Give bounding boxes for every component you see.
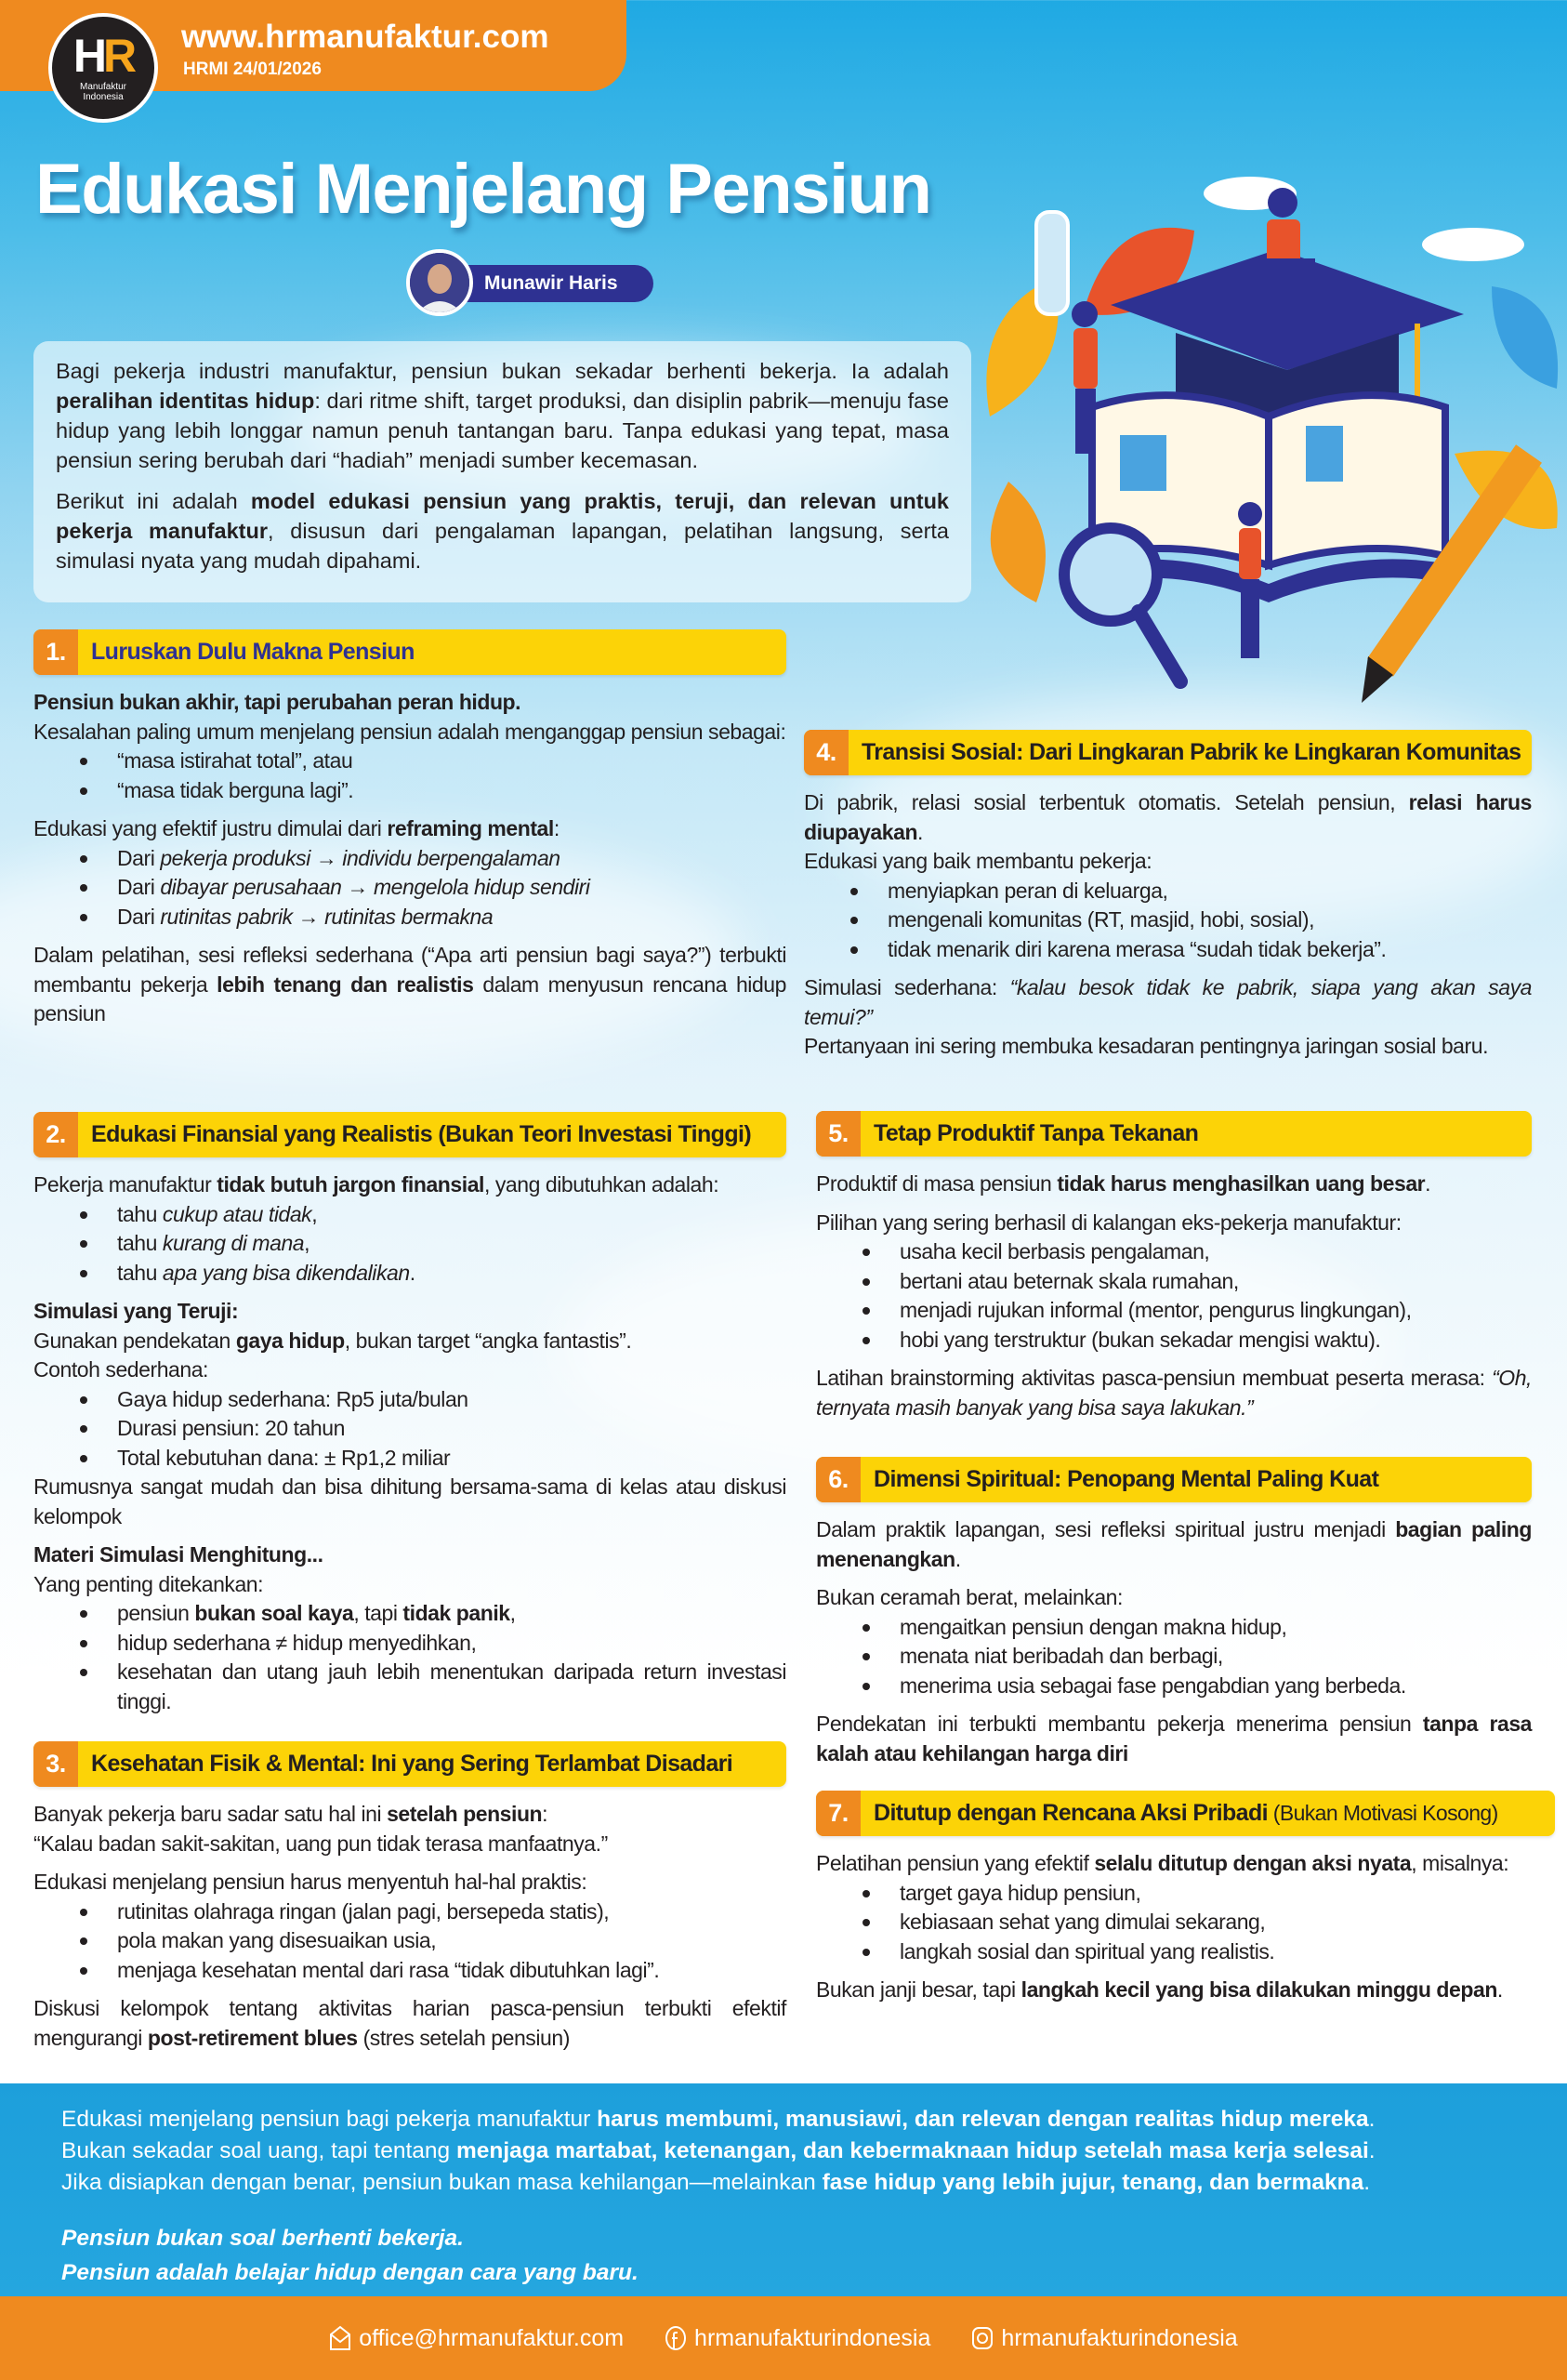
instagram-text[interactable]: hrmanufakturindonesia (1001, 2324, 1238, 2351)
text-run: Edukasi yang efektif justru dimulai dari (33, 816, 388, 840)
list-item (80, 1629, 786, 1659)
list-item (80, 1259, 786, 1289)
bold-text: reframing mental (387, 816, 554, 840)
bold-text: bukan soal kaya (194, 1601, 354, 1625)
bold-text: Materi Simulasi Menghitung... (33, 1542, 323, 1567)
text-run: Bagi pekerja industri manufaktur, pensiun bukan sekadar berhenti bekerja. Ia adalah (56, 359, 949, 383)
paragraph (33, 1170, 786, 1200)
text-run: Contoh sederhana: (33, 1357, 208, 1382)
paragraph-group (33, 1297, 786, 1531)
text-run: : (553, 816, 560, 840)
paragraph (816, 1710, 1532, 1768)
list-item (863, 1237, 1532, 1267)
paragraph-group (33, 1170, 786, 1288)
text-run: . (1368, 2107, 1376, 2132)
text-run: hobi yang terstruktur (bukan sekadar mengisi waktu). (900, 1327, 1381, 1352)
section-title (861, 1799, 1498, 1829)
section-title-text: Ditutup dengan Rencana Aksi Pribadi (874, 1799, 1268, 1826)
section-number: 1. (33, 629, 78, 675)
list-item (80, 873, 786, 903)
italic-text: apa yang bisa dikendalikan (162, 1260, 410, 1285)
bullet-list (816, 1237, 1532, 1355)
text-run: Kesalahan paling umum menjelang pensiun adalah menganggap pensiun sebagai: (33, 719, 786, 744)
author-name: Munawir Haris (443, 265, 653, 302)
text-run: . (955, 1546, 961, 1571)
text-run: tahu (117, 1201, 163, 1226)
italic-text: cukup atau tidak (162, 1201, 312, 1226)
hr-logo (48, 13, 158, 123)
section-header (816, 1457, 1532, 1502)
text-run: Berikut ini adalah (56, 489, 251, 513)
section-title-note: (Bukan Motivasi Kosong) (1267, 1800, 1498, 1825)
list-item (80, 903, 786, 932)
list-item (80, 1926, 786, 1956)
text-run: kesehatan dan utang jauh lebih menentukan daripada return investasi tinggi. (117, 1659, 786, 1713)
paragraph (33, 1327, 786, 1356)
section-header (804, 730, 1532, 775)
paragraph-group (816, 1976, 1555, 2005)
text-run: usaha kecil berbasis pengalaman, (900, 1239, 1210, 1263)
text-run: Banyak pekerja baru sadar satu hal ini (33, 1802, 388, 1826)
paragraph-group (816, 1364, 1532, 1422)
paragraph-group (33, 1540, 786, 1716)
text-run: Bukan ceramah berat, melainkan: (816, 1585, 1123, 1609)
text-run: Simulasi sederhana: (804, 975, 1010, 999)
paragraph (33, 1800, 786, 1830)
list-item (863, 1937, 1555, 1967)
section-title-text: Edukasi Finansial yang Realistis (Bukan Teori Investasi Tinggi) (91, 1120, 752, 1147)
text-run: Dalam pelatihan, sesi refleksi sederhana (“Apa arti pensiun bagi saya?”) terbukti membantu pekerja (33, 943, 786, 997)
text-run: “masa istirahat total”, atau (117, 748, 353, 773)
list-item (863, 1296, 1532, 1326)
tagline: Pensiun bukan soal berhenti bekerja. (61, 2226, 464, 2251)
text-run: langkah sosial dan spiritual yang realistis. (900, 1938, 1275, 1964)
paragraph-group (816, 1849, 1555, 1966)
text-run: Dari (117, 845, 161, 870)
section-title-text: Kesehatan Fisik & Mental: Ini yang Sering Terlambat Disadari (91, 1750, 733, 1777)
text-run: , (304, 1231, 310, 1255)
list-item (80, 1658, 786, 1716)
bold-text: Pensiun bukan akhir, tapi perubahan peran hidup. (33, 690, 521, 714)
section-number: 5. (816, 1111, 861, 1157)
paragraph (33, 1830, 786, 1859)
list-item (80, 1444, 786, 1474)
text-run: . (1425, 1171, 1431, 1196)
section-number: 2. (33, 1112, 78, 1157)
paragraph (33, 1540, 786, 1570)
paragraph (816, 1583, 1532, 1613)
section-3 (33, 1741, 786, 2053)
bullet-list (804, 877, 1532, 965)
paragraph-group (816, 1170, 1532, 1199)
section-6 (816, 1457, 1532, 1768)
section-title (78, 1120, 751, 1150)
italic-text: dibayar perusahaan → mengelola hidup sendiri (160, 875, 590, 899)
bullet-list (33, 1897, 786, 1986)
section-number: 4. (804, 730, 849, 775)
text-run: hidup sederhana ≠ hidup menyedihkan, (117, 1630, 477, 1655)
section-header (33, 1741, 786, 1787)
section-body (33, 1800, 786, 2053)
bullet-list (33, 1200, 786, 1289)
section-header (33, 629, 786, 675)
text-run: menerima usia sebagai fase pengabdian yang berbeda. (900, 1673, 1406, 1698)
text-run: Edukasi yang baik membantu pekerja: (804, 849, 1152, 873)
mail-icon (329, 2325, 351, 2351)
section-title-text: Tetap Produktif Tanpa Tekanan (874, 1119, 1199, 1146)
text-run: Pendekatan ini terbukti membantu pekerja menerima pensiun (816, 1712, 1423, 1736)
bold-text: langkah kecil yang bisa dilakukan minggu depan (1021, 1977, 1497, 2002)
text-run: mengaitkan pensiun dengan makna hidup, (900, 1614, 1287, 1639)
section-title-text: Transisi Sosial: Dari Lingkaran Pabrik ke Lingkaran Komunitas (862, 738, 1521, 765)
italic-text: rutinitas pabrik → rutinitas bermakna (160, 904, 494, 929)
section-title (78, 638, 415, 668)
text-run: . (1368, 2138, 1376, 2163)
bold-text: menjaga martabat, ketenangan, dan kebermaknaan hidup setelah masa kerja selesai (455, 2138, 1369, 2163)
text-run: pensiun (117, 1601, 195, 1625)
text-run: . (1496, 1977, 1503, 2002)
paragraph (816, 1976, 1555, 2005)
italic-text: “Oh, ternyata masih banyak yang bisa saya lakukan.” (816, 1366, 1532, 1420)
section-number: 3. (33, 1741, 78, 1787)
clouds (1204, 177, 1524, 261)
section-number: 6. (816, 1457, 861, 1502)
paragraph (33, 1570, 786, 1600)
list-item (80, 1414, 786, 1444)
summary-line (61, 2167, 1506, 2199)
paragraph (33, 1355, 786, 1385)
flask-icon (1036, 212, 1068, 314)
bold-text: selalu ditutup dengan aksi nyata (1094, 1851, 1412, 1875)
text-run: Pertanyaan ini sering membuka kesadaran pentingnya jaringan sosial baru. (804, 1034, 1489, 1058)
list-item (863, 1642, 1532, 1672)
text-run: menata niat beribadah dan berbagi, (900, 1644, 1223, 1668)
paragraph-group (33, 814, 786, 932)
list-item (80, 1200, 786, 1230)
list-item (863, 1879, 1555, 1909)
summary-line (61, 2104, 1506, 2135)
bullet-list (33, 844, 786, 932)
text-run: “masa tidak berguna lagi”. (117, 777, 354, 802)
list-item (863, 1908, 1555, 1937)
section-2 (33, 1112, 786, 1716)
bold-text: model edukasi pensiun yang praktis, teruji, dan relevan untuk pekerja manufaktur (56, 489, 949, 543)
text-run: , bukan target “angka fantastis”. (344, 1328, 632, 1353)
summary-line (61, 2135, 1506, 2167)
list-item (80, 776, 786, 806)
paragraph-group (816, 1710, 1532, 1768)
paragraph (33, 1994, 786, 2053)
bold-text: lebih tenang dan realistis (217, 972, 474, 997)
text-run: Dalam praktik lapangan, sesi refleksi spiritual justru menjadi (816, 1517, 1396, 1541)
list-item (80, 1599, 786, 1629)
text-run: . (917, 819, 923, 844)
text-run: menjadi rujukan informal (mentor, pengurus lingkungan), (900, 1298, 1412, 1322)
paragraph-group (804, 788, 1532, 964)
text-run: Bukan janji besar, tapi (816, 1977, 1021, 2002)
text-run: Diskusi kelompok tentang aktivitas harian pasca-pensiun terbukti efektif mengurangi (33, 1996, 786, 2050)
section-body (816, 1849, 1555, 2005)
bold-text: bagian paling menenangkan (816, 1517, 1532, 1571)
bold-text: tidak harus menghasilkan uang besar (1057, 1171, 1426, 1196)
paragraph (33, 718, 786, 747)
bold-text: tidak butuh jargon finansial (217, 1172, 484, 1197)
bullet-list (33, 1385, 786, 1474)
bold-text: fase hidup yang lebih jujur, tenang, dan bermakna (822, 2170, 1364, 2195)
text-run: bertani atau beternak skala rumahan, (900, 1268, 1239, 1293)
email-contact[interactable] (329, 2325, 624, 2352)
paragraph (804, 1032, 1532, 1062)
section-header (816, 1791, 1555, 1836)
text-run: Edukasi menjelang pensiun harus menyentuh hal-hal praktis: (33, 1870, 587, 1894)
list-item (80, 844, 786, 874)
logo-sub-2: Indonesia (83, 92, 124, 102)
text-run: Durasi pensiun: 20 tahun (117, 1416, 345, 1440)
instagram-contact[interactable] (971, 2325, 1237, 2352)
paragraph (33, 1473, 786, 1531)
text-run: . (1363, 2170, 1371, 2195)
paragraph (804, 788, 1532, 847)
website-link[interactable]: www.hrmanufaktur.com (181, 19, 549, 55)
list-item (80, 1385, 786, 1415)
section-1 (33, 629, 786, 1029)
text-run: Di pabrik, relasi sosial terbentuk otomatis. Setelah pensiun, (804, 790, 1409, 814)
text-run: Dari (117, 904, 161, 929)
text-run: , tapi (353, 1601, 403, 1625)
text-run: Total kebutuhan dana: ± Rp1,2 miliar (117, 1445, 451, 1470)
italic-text: pekerja produksi → individu berpengalaman (160, 845, 560, 870)
text-run: , disusun dari pengalaman lapangan, pelatihan langsung, serta simulasi nyata yang mudah dipahami. (56, 519, 949, 573)
text-run: : (542, 1802, 548, 1826)
bold-text: relasi harus diupayakan (804, 790, 1532, 844)
paragraph (816, 1364, 1532, 1422)
list-item (850, 877, 1532, 906)
paragraph (816, 1849, 1555, 1879)
text-run: mengenali komunitas (RT, masjid, hobi, sosial), (888, 907, 1315, 932)
paragraph (816, 1170, 1532, 1199)
text-run: Rumusnya sangat mudah dan bisa dihitung bersama-sama di kelas atau diskusi kelompok (33, 1474, 786, 1528)
facebook-text[interactable]: hrmanufakturindonesia (694, 2324, 931, 2351)
paragraph-group (33, 1868, 786, 1985)
text-run: , yang dibutuhkan adalah: (483, 1172, 719, 1197)
text-run: kebiasaan sehat yang dimulai sekarang, (900, 1910, 1266, 1934)
list-item (80, 747, 786, 776)
list-item (80, 1229, 786, 1259)
person-with-megaphone (1072, 301, 1098, 454)
paragraph-group (816, 1583, 1532, 1700)
text-run: Dari (117, 875, 161, 899)
bold-text: harus membumi, manusiawi, dan relevan dengan realitas hidup mereka (597, 2107, 1369, 2132)
section-title (861, 1465, 1378, 1495)
paragraph-group (816, 1209, 1532, 1355)
text-run: tahu (117, 1231, 163, 1255)
tagline: Pensiun adalah belajar hidup dengan cara yang baru. (61, 2260, 639, 2285)
section-5 (816, 1111, 1532, 1422)
logo-sub-1: Manufaktur (79, 82, 127, 92)
bold-text: post-retirement blues (147, 2025, 358, 2050)
bullet-list (33, 747, 786, 805)
text-run: (stres setelah pensiun) (357, 2025, 570, 2050)
intro-box (33, 341, 971, 602)
paragraph (33, 688, 786, 718)
section-number: 7. (816, 1791, 861, 1836)
italic-text: kurang di mana (162, 1231, 305, 1255)
section-header (816, 1111, 1532, 1157)
facebook-icon (665, 2325, 687, 2351)
instagram-icon (971, 2325, 994, 2351)
list-item (850, 906, 1532, 935)
text-run: menjaga kesehatan mental dari rasa “tidak dibutuhkan lagi”. (117, 1957, 660, 1982)
section-body (33, 688, 786, 1029)
text-run: target gaya hidup pensiun, (900, 1880, 1141, 1905)
section-body (804, 788, 1532, 1062)
list-item (863, 1326, 1532, 1355)
logo-mark: HR (72, 30, 134, 82)
facebook-contact[interactable] (665, 2325, 930, 2352)
paragraph-group (33, 688, 786, 805)
text-run: Jika disiapkan dengan benar, pensiun bukan masa kehilangan—melainkan (61, 2170, 823, 2195)
text-run: Edukasi menjelang pensiun bagi pekerja manufaktur (61, 2107, 598, 2132)
paragraph (804, 847, 1532, 877)
text-run: “Kalau badan sakit-sakitan, uang pun tidak terasa manfaatnya.” (33, 1831, 608, 1856)
closing-summary (0, 2083, 1567, 2296)
bullet-list (816, 1613, 1532, 1701)
intro-paragraph (56, 356, 949, 475)
bold-text: peralihan identitas hidup (56, 389, 315, 413)
text-run: rutinitas olahraga ringan (jalan pagi, bersepeda statis), (117, 1898, 610, 1924)
page-title: Edukasi Menjelang Pensiun (35, 150, 931, 229)
text-run: . (409, 1260, 415, 1285)
text-run: Bukan sekadar soal uang, tapi tentang (61, 2138, 456, 2163)
section-body (816, 1170, 1532, 1422)
section-title (861, 1119, 1198, 1149)
bullet-list (33, 1599, 786, 1716)
text-run: Latihan brainstorming aktivitas pasca-pensiun membuat peserta merasa: (816, 1366, 1493, 1390)
paragraph-group (816, 1515, 1532, 1574)
intro-paragraph (56, 486, 949, 575)
list-item (80, 1956, 786, 1986)
section-body (816, 1515, 1532, 1768)
bold-text: tidak panik (402, 1601, 510, 1625)
paragraph (804, 973, 1532, 1032)
section-title-text: Dimensi Spiritual: Penopang Mental Paling Kuat (874, 1465, 1379, 1492)
paragraph-group (804, 973, 1532, 1062)
paragraph-group (33, 1994, 786, 2053)
paragraph (33, 941, 786, 1029)
bold-text: gaya hidup (235, 1328, 345, 1353)
section-4 (804, 730, 1532, 1062)
issue-code: HRMI 24/01/2026 (183, 60, 322, 79)
bold-text: Simulasi yang Teruji: (33, 1299, 239, 1323)
text-run: Pekerja manufaktur (33, 1172, 217, 1197)
section-body (33, 1170, 786, 1716)
paragraph-group (33, 1800, 786, 1858)
email-text[interactable]: office@hrmanufaktur.com (359, 2324, 625, 2351)
text-run: pola makan yang disesuaikan usia, (117, 1928, 437, 1952)
text-run: tahu (117, 1260, 163, 1285)
italic-text: “kalau besok tidak ke pabrik, siapa yang akan saya temui?” (804, 975, 1532, 1029)
text-run: Pelatihan pensiun yang efektif (816, 1851, 1095, 1875)
text-run: tidak menarik diri karena merasa “sudah tidak bekerja”. (888, 936, 1387, 961)
paragraph (33, 1297, 786, 1327)
bold-text: tanpa rasa kalah atau kehilangan harga diri (816, 1712, 1532, 1765)
text-run: , (311, 1201, 318, 1226)
paragraph (816, 1209, 1532, 1238)
list-item (850, 935, 1532, 965)
section-title (849, 738, 1521, 768)
list-item (863, 1672, 1532, 1701)
section-title (78, 1750, 732, 1779)
paragraph-group (33, 941, 786, 1029)
text-run: menyiapkan peran di keluarga, (888, 878, 1168, 903)
contact-bar (0, 2296, 1567, 2380)
text-run: Produktif di masa pensiun (816, 1171, 1058, 1196)
section-title-text: Luruskan Dulu Makna Pensiun (91, 638, 415, 665)
paragraph (33, 814, 786, 844)
section-7 (816, 1791, 1555, 2005)
text-run: Gaya hidup sederhana: Rp5 juta/bulan (117, 1386, 468, 1411)
list-item (863, 1267, 1532, 1297)
text-run: Yang penting ditekankan: (33, 1571, 264, 1596)
text-run: Pilihan yang sering berhasil di kalangan eks-pekerja manufaktur: (816, 1210, 1402, 1235)
text-run: , (509, 1601, 516, 1625)
text-run: , misalnya: (1411, 1851, 1509, 1875)
section-header (33, 1112, 786, 1157)
bullet-list (816, 1879, 1555, 1967)
list-item (80, 1897, 786, 1927)
text-run: Gunakan pendekatan (33, 1328, 236, 1353)
list-item (863, 1613, 1532, 1643)
text-run: dalam menyusun rencana hidup pensiun (33, 972, 786, 1025)
paragraph (816, 1515, 1532, 1574)
bold-text: setelah pensiun (387, 1802, 543, 1826)
author-avatar (406, 249, 473, 316)
education-illustration (971, 175, 1567, 705)
text-run: : dari ritme shift, target produksi, dan disiplin pabrik—menuju fase hidup yang lebih longgar namun penuh tantangan baru. Tanpa edukasi yang tepat, masa pensiun sering berubah dari “hadiah” menjadi sumber kecemasan. (56, 389, 949, 472)
paragraph (33, 1868, 786, 1897)
